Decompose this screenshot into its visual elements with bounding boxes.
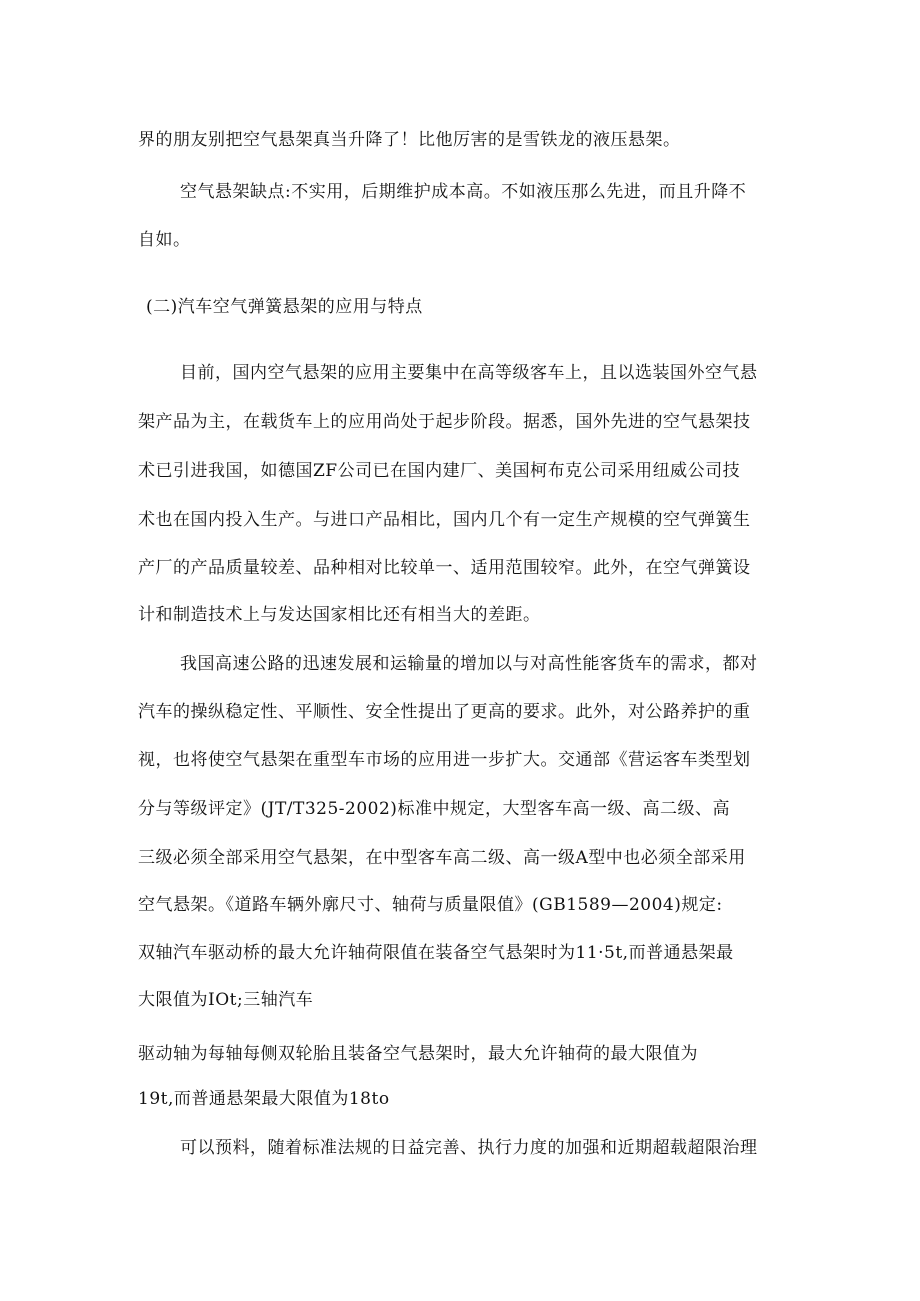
- text-line: 产厂的产品质量较差、品种相对比较单一、适用范围较窄。此外，在空气弹簧设: [138, 558, 751, 578]
- text-line: 界的朋友别把空气悬架真当升降了！比他厉害的是雪铁龙的液压悬架。: [138, 130, 681, 150]
- text-line: 三级必须全部采用空气悬架，在中型客车高二级、高一级A型中也必须全部采用: [138, 848, 746, 868]
- text-line: 分与等级评定》(JT/T325-2002)标准中规定，大型客车高一级、高二级、高: [138, 799, 730, 819]
- text-line: 大限值为IOt;三轴汽车: [138, 990, 314, 1010]
- text-line: 双轴汽车驱动桥的最大允许轴荷限值在装备空气悬架时为11·5t,而普通悬架最: [138, 943, 734, 963]
- text-line: 汽车的操纵稳定性、平顺性、安全性提出了更高的要求。此外，对公路养护的重: [138, 702, 751, 722]
- text-line: 视，也将使空气悬架在重型车市场的应用进一步扩大。交通部《营运客车类型划: [138, 750, 751, 770]
- text-line: 空气悬架缺点:不实用，后期维护成本高。不如液压那么先进，而且升降不: [180, 182, 747, 202]
- text-line: 目前，国内空气悬架的应用主要集中在高等级客车上，且以选装国外空气悬: [180, 363, 758, 383]
- text-line: 我国高速公路的迅速发展和运输量的增加以与对高性能客货车的需求，都对: [180, 654, 758, 674]
- text-line: 19t,而普通悬架最大限值为18to: [138, 1089, 390, 1109]
- text-line: 可以预料，随着标准法规的日益完善、执行力度的加强和近期超载超限治理: [180, 1138, 758, 1158]
- text-line: 架产品为主，在载货车上的应用尚处于起步阶段。据悉，国外先进的空气悬架技: [138, 412, 751, 432]
- text-line: 驱动轴为每轴每侧双轮胎且装备空气悬架时，最大允许轴荷的最大限值为: [138, 1044, 698, 1064]
- text-line: 空气悬架。《道路车辆外廓尺寸、轴荷与质量限值》(GB1589—2004)规定:: [138, 895, 723, 915]
- text-line: 计和制造技术上与发达国家相比还有相当大的差距。: [138, 605, 541, 625]
- text-line: 自如。: [138, 230, 191, 250]
- text-line: 术已引进我国，如德国ZF公司已在国内建厂、美国柯布克公司采用纽威公司技: [138, 461, 741, 481]
- section-heading: (二)汽车空气弹簧悬架的应用与特点: [146, 297, 423, 317]
- text-line: 术也在国内投入生产。与进口产品相比，国内几个有一定生产规模的空气弹簧生: [138, 510, 751, 530]
